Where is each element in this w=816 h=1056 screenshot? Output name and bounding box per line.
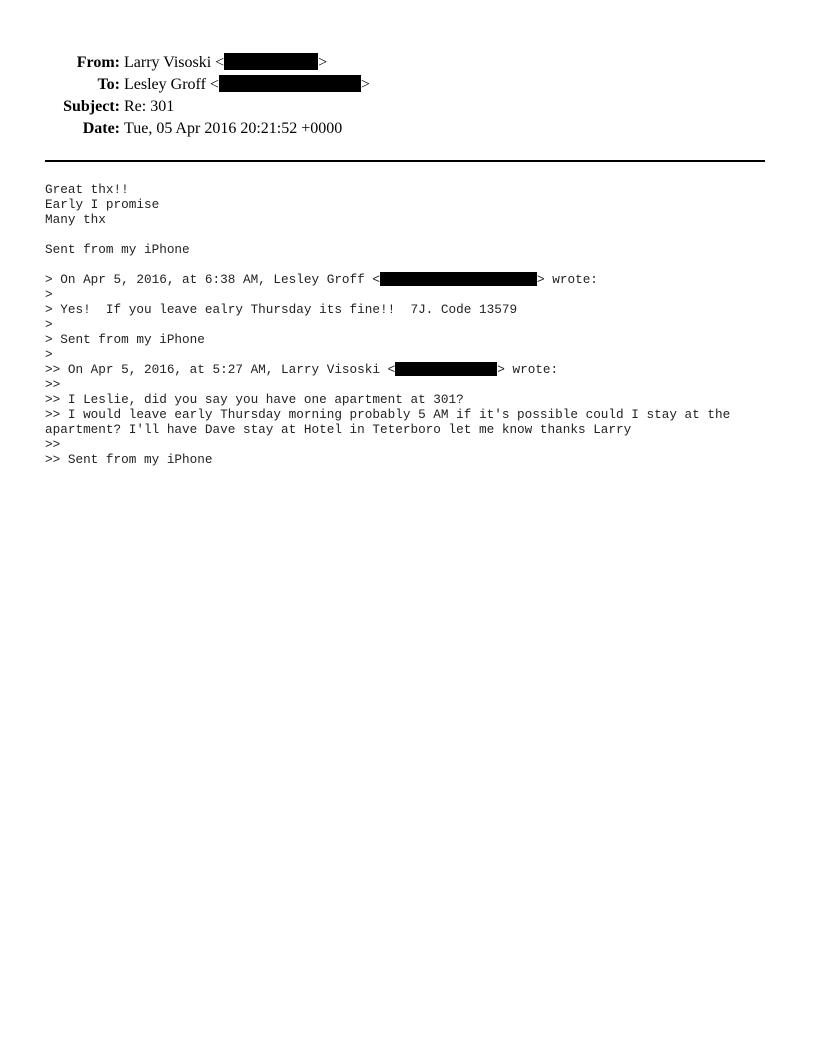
from-close: > [318,54,328,71]
body-line [45,257,770,272]
body-line [45,227,770,242]
to-close: > [360,76,370,93]
body-line: Many thx [45,212,106,227]
body-line: > [45,287,53,302]
from-name: Larry Visoski < [124,54,225,71]
header-divider [45,160,765,162]
quote-header-text: > On Apr 5, 2016, at 6:38 AM, Lesley Groff < [45,272,381,287]
redaction-box [395,362,497,376]
body-line: > [45,317,53,332]
from-label: From: [76,54,120,71]
quote-header-end: > wrote: [537,272,598,287]
quote-header-end: > wrote: [497,362,559,377]
email-body [45,182,770,467]
to-label: To: [97,76,120,93]
body-line: Sent from my iPhone [45,242,190,257]
body-line: Early I promise [45,197,160,212]
body-line: > Yes! If you leave ealry Thursday its fine!! 7J. Code 13579 [45,302,518,317]
from-value [124,52,327,74]
body-line: >> Sent from my iPhone [45,452,213,467]
to-name: Lesley Groff < [124,76,219,93]
quote-header-line [45,272,770,287]
subject-label: Subject: [63,98,120,115]
redaction-box [380,272,537,286]
to-value [124,74,370,96]
body-line: >> I would leave early Thursday morning probably 5 AM if it's possible could I stay at the apartment? I'll have Dave stay at Hotel in Teterboro let me know thanks Larry [45,407,738,437]
redaction-box [224,53,318,70]
date-value: Tue, 05 Apr 2016 20:21:52 +0000 [124,120,343,137]
body-line: >> I Leslie, did you say you have one apartment at 301? [45,392,464,407]
body-line: > [45,347,53,362]
body-line: >> [45,377,61,392]
quote-header-text: >> On Apr 5, 2016, at 5:27 AM, Larry Visoski < [45,362,396,377]
body-line: > Sent from my iPhone [45,332,205,347]
body-line: Great thx!! [45,182,129,197]
redaction-box [219,75,361,92]
date-label: Date: [82,120,120,137]
quote-header-line [45,362,770,377]
body-line: >> [45,437,61,452]
subject-value: Re: 301 [124,98,175,115]
